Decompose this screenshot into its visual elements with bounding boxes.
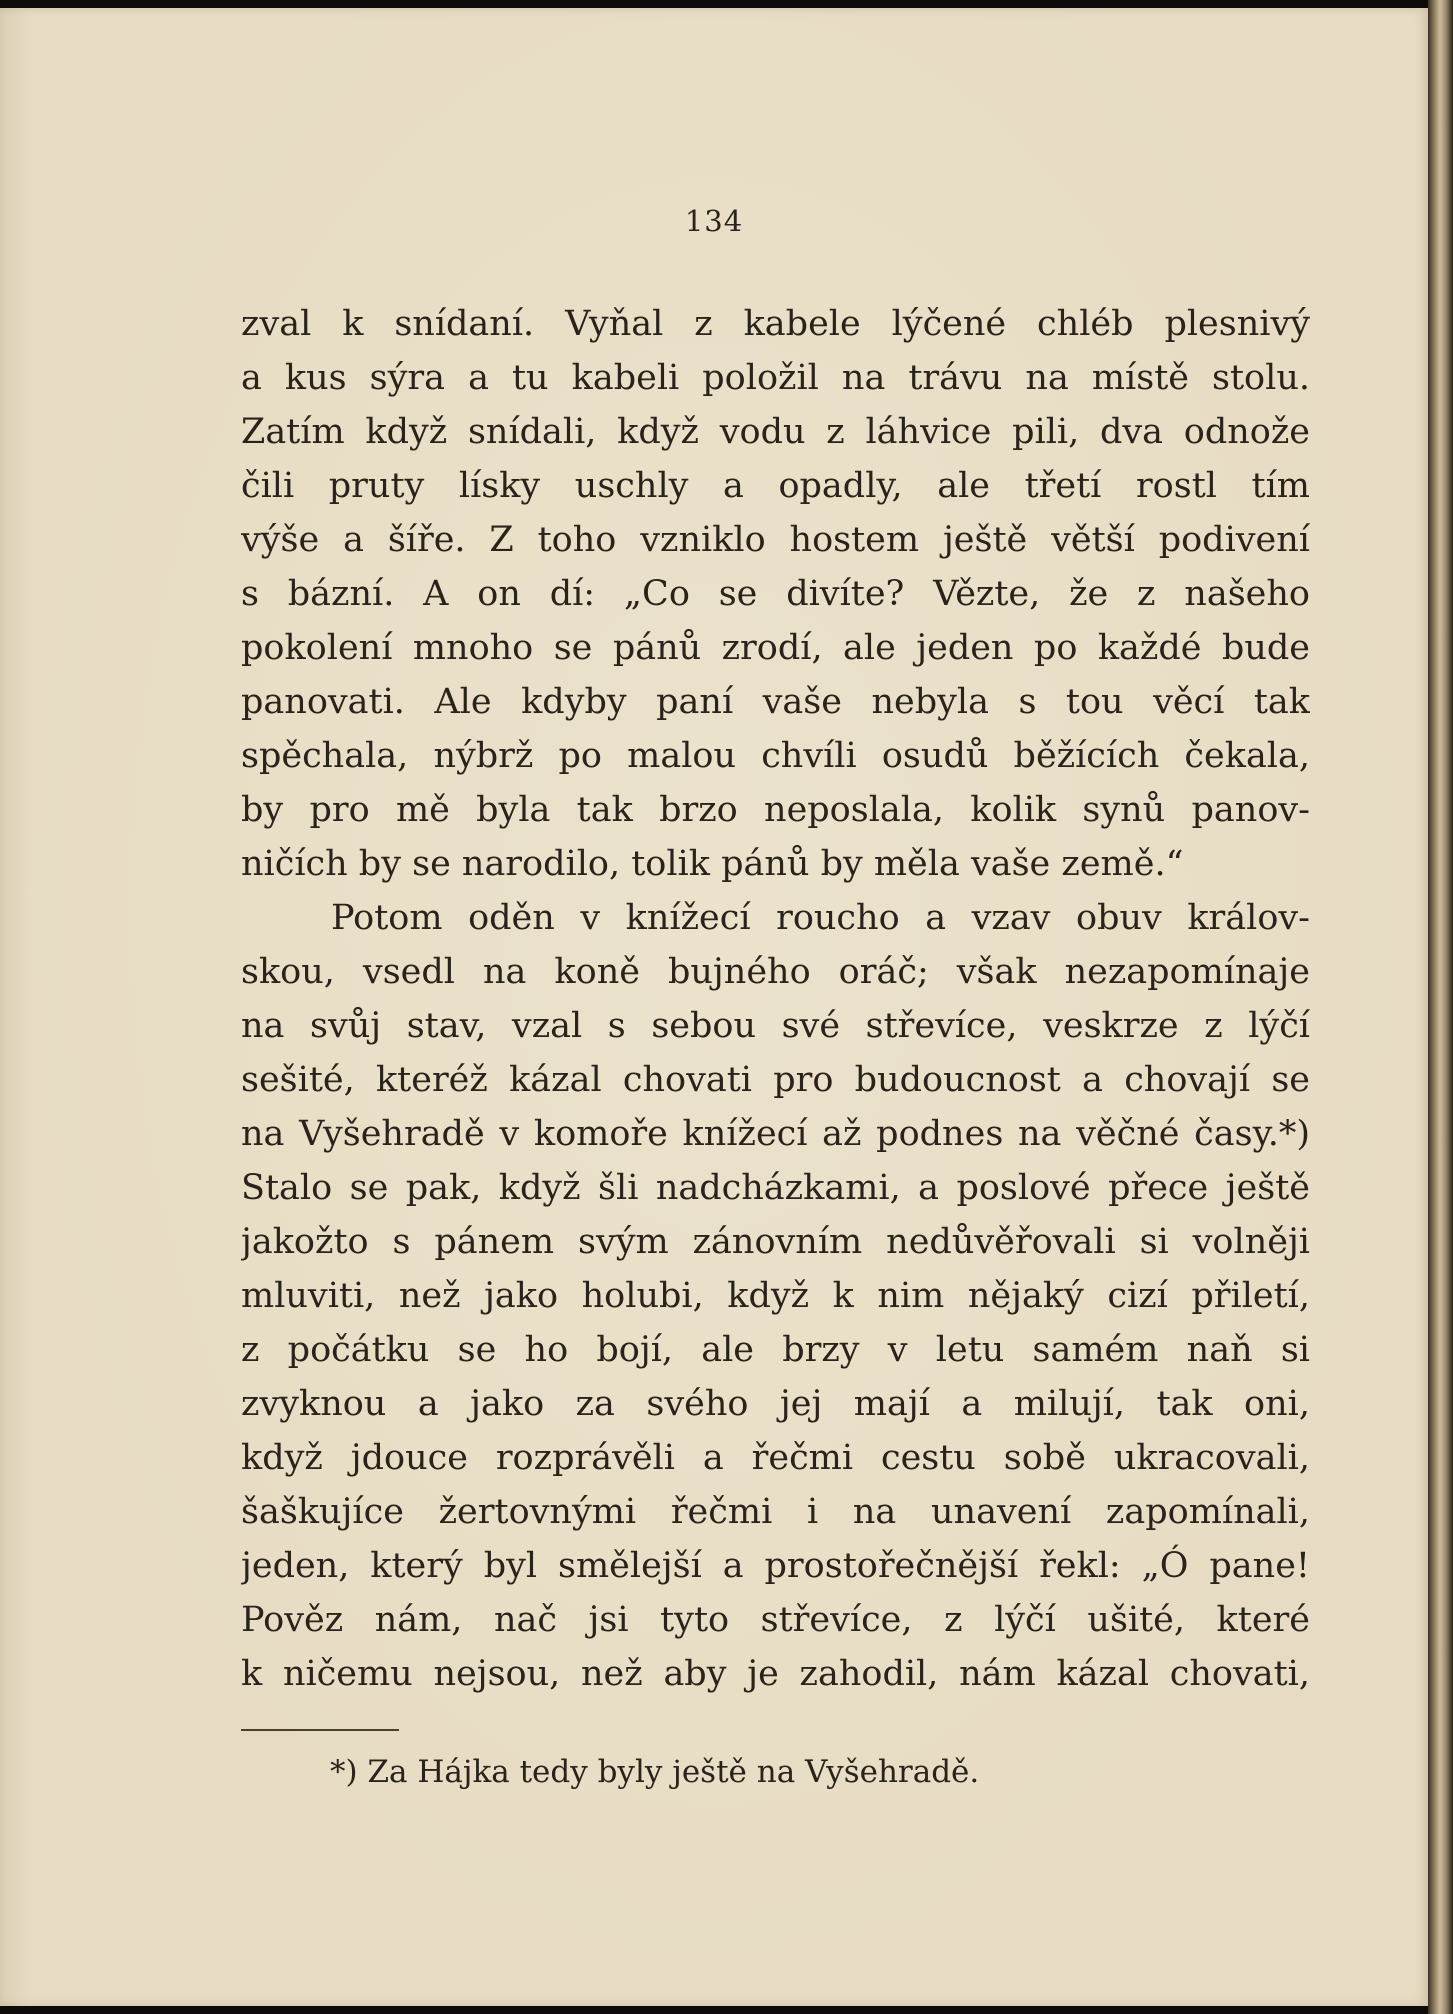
text-line: zval k snídaní. Vyňal z kabele lýčené chléb plesnivý	[241, 304, 1310, 344]
text-line: spěchala, nýbrž po malou chvíli osudů běžících čekala,	[241, 736, 1310, 776]
text-line: čili pruty lísky uschly a opadly, ale třetí rostl tím	[241, 466, 1310, 506]
text-line: Zatím když snídali, když vodu z láhvice pili, dva odnože	[241, 412, 1310, 452]
text-line: a kus sýra a tu kabeli položil na trávu na místě stolu.	[241, 358, 1310, 398]
text-line: panovati. Ale kdyby paní vaše nebyla s tou věcí tak	[241, 682, 1310, 722]
text-line: Stalo se pak, když šli nadcházkami, a poslové přece ještě	[241, 1168, 1310, 1208]
text-line: pokolení mnoho se pánů zrodí, ale jeden po každé bude	[241, 628, 1310, 668]
footnote-divider	[241, 1729, 399, 1731]
text-line: s bázní. A on dí: „Co se divíte? Vězte, že z našeho	[241, 574, 1310, 614]
text-line: na svůj stav, vzal s sebou své střevíce, veskrze z lýčí	[241, 1006, 1310, 1046]
book-page	[0, 8, 1428, 2006]
text-line: k ničemu nejsou, než aby je zahodil, nám kázal chovati,	[241, 1654, 1310, 1694]
book-spine-edge	[1428, 0, 1453, 2014]
text-line: skou, vsedl na koně bujného oráč; však nezapomínaje	[241, 952, 1310, 992]
text-line: ničích by se narodilo, tolik pánů by měla vaše země.“	[241, 844, 1184, 884]
text-line: zvyknou a jako za svého jej mají a milují, tak oni,	[241, 1384, 1310, 1424]
text-line: Pověz nám, nač jsi tyto střevíce, z lýčí ušité, které	[241, 1600, 1310, 1640]
text-line: šaškujíce žertovnými řečmi i na unavení zapomínali,	[241, 1492, 1310, 1532]
text-line: jakožto s pánem svým zánovním nedůvěřovali si volněji	[241, 1222, 1310, 1262]
text-line: jeden, který byl smělejší a prostořečnější řekl: „Ó pane!	[241, 1546, 1310, 1586]
text-line: mluviti, než jako holubi, když k nim nějaký cizí přiletí,	[241, 1276, 1310, 1316]
text-line: sešité, kteréž kázal chovati pro budoucnost a chovají se	[241, 1060, 1310, 1100]
text-line: by pro mě byla tak brzo neposlala, kolik synů panov-	[241, 790, 1310, 830]
text-line: výše a šíře. Z toho vzniklo hostem ještě větší podivení	[241, 520, 1310, 560]
body-text	[241, 297, 1310, 1701]
text-line: na Vyšehradě v komoře knížecí až podnes na věčné časy.*)	[241, 1114, 1310, 1154]
text-line: když jdouce rozprávěli a řečmi cestu sobě ukracovali,	[241, 1438, 1310, 1478]
footnote: *) Za Hájka tedy byly ještě na Vyšehradě.	[330, 1754, 980, 1790]
text-line: z počátku se ho bojí, ale brzy v letu samém naň si	[241, 1330, 1310, 1370]
page-number: 134	[684, 204, 744, 238]
paragraph-start-line: Potom oděn v knížecí roucho a vzav obuv králov-	[331, 898, 1310, 938]
